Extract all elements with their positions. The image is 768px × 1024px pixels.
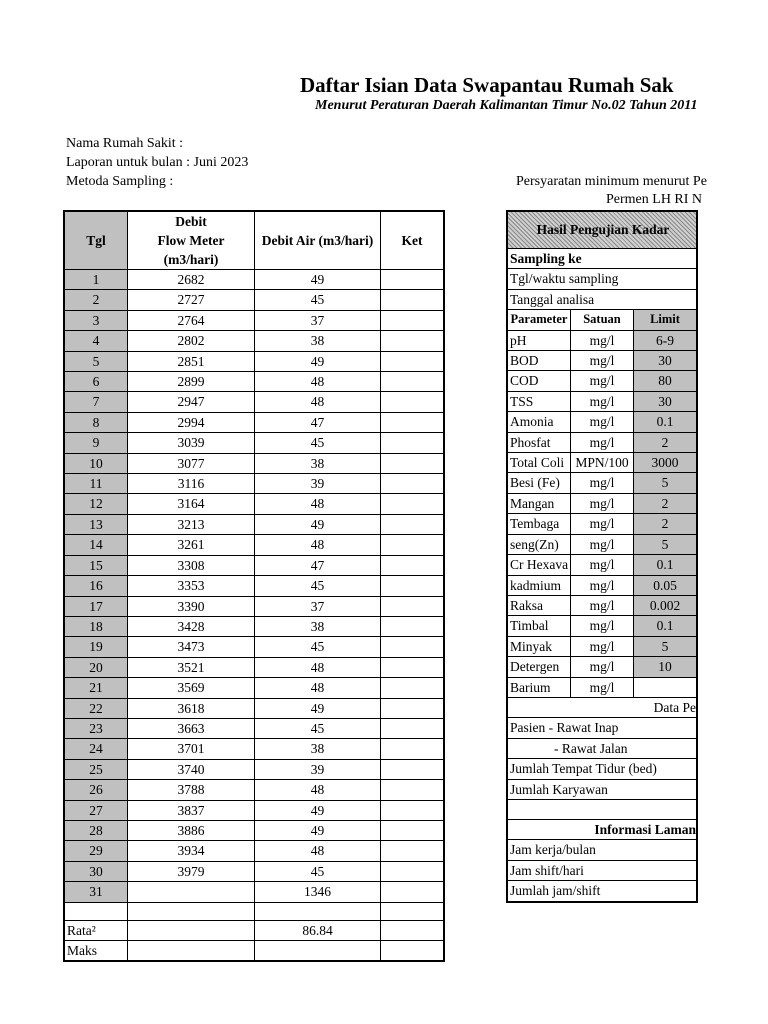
debit-air-cell: 48 xyxy=(255,372,381,392)
parameter-name: Tembaga xyxy=(507,514,571,534)
table-row xyxy=(64,412,444,432)
table-row xyxy=(64,718,444,738)
parameter-limit: 0.1 xyxy=(634,555,698,575)
tgl-cell: 20 xyxy=(64,657,128,677)
debit-air-cell: 37 xyxy=(255,596,381,616)
table-row xyxy=(64,351,444,371)
debit-air-cell: 49 xyxy=(255,351,381,371)
parameter-row xyxy=(507,575,697,595)
spacer-cell xyxy=(507,799,697,819)
flow-meter-cell: 3473 xyxy=(128,637,255,657)
parameter-unit: mg/l xyxy=(571,657,634,677)
parameter-name: Timbal xyxy=(507,616,571,636)
ket-cell xyxy=(381,861,445,881)
debit-air-cell: 45 xyxy=(255,576,381,596)
ket-cell xyxy=(381,433,445,453)
table-row xyxy=(64,759,444,779)
parameter-row xyxy=(507,453,697,473)
table-row xyxy=(64,290,444,310)
parameter-unit: mg/l xyxy=(571,371,634,391)
parameter-row xyxy=(507,657,697,677)
spacer-cell xyxy=(128,902,255,920)
parameter-name: Detergen xyxy=(507,657,571,677)
flow-meter-cell: 3979 xyxy=(128,861,255,881)
flow-meter-cell: 3039 xyxy=(128,433,255,453)
hasil-pengujian-body xyxy=(507,211,697,330)
parameter-name: BOD xyxy=(507,351,571,371)
tgl-cell: 7 xyxy=(64,392,128,412)
table-row xyxy=(64,820,444,840)
flow-meter-cell: 3116 xyxy=(128,474,255,494)
debit-air-cell: 48 xyxy=(255,392,381,412)
parameter-name: Besi (Fe) xyxy=(507,473,571,493)
parameter-unit: mg/l xyxy=(571,595,634,615)
flow-meter-cell: 2727 xyxy=(128,290,255,310)
table-row xyxy=(64,698,444,718)
flow-meter-cell: 2899 xyxy=(128,372,255,392)
flow-meter-cell: 2682 xyxy=(128,270,255,290)
parameter-limit: 0.002 xyxy=(634,595,698,615)
table-row xyxy=(64,780,444,800)
parameter-limit xyxy=(634,677,698,697)
flow-meter-cell: 3077 xyxy=(128,453,255,473)
parameter-limit: 5 xyxy=(634,534,698,554)
table-row-spacer xyxy=(64,902,444,920)
parameter-limit: 2 xyxy=(634,432,698,452)
flow-meter-cell: 2764 xyxy=(128,310,255,330)
parameter-limit: 5 xyxy=(634,473,698,493)
spacer-cell xyxy=(381,902,445,920)
col-satuan: Satuan xyxy=(571,310,634,330)
table-row xyxy=(64,800,444,820)
ket-cell xyxy=(381,351,445,371)
table-row xyxy=(64,514,444,534)
table-row-rata xyxy=(64,920,444,940)
debit-air-cell: 45 xyxy=(255,290,381,310)
rata-label: Rata² xyxy=(64,920,128,940)
table-row xyxy=(64,678,444,698)
debit-air-cell: 49 xyxy=(255,800,381,820)
data-pe-label: Data Pe xyxy=(507,697,697,717)
debit-air-cell: 45 xyxy=(255,433,381,453)
parameter-name: kadmium xyxy=(507,575,571,595)
flow-meter-cell: 3701 xyxy=(128,739,255,759)
parameter-row xyxy=(507,412,697,432)
ket-cell xyxy=(381,514,445,534)
tgl-cell: 8 xyxy=(64,412,128,432)
pasien-rawat-jalan-label: - Rawat Jalan xyxy=(507,738,697,758)
ket-cell xyxy=(381,290,445,310)
parameter-unit: MPN/100 xyxy=(571,453,634,473)
debit-air-cell: 48 xyxy=(255,678,381,698)
parameter-row xyxy=(507,595,697,615)
parameter-unit: mg/l xyxy=(571,555,634,575)
requirement-line-1: Persyaratan minimum menurut Pe xyxy=(516,174,707,189)
tgl-cell: 5 xyxy=(64,351,128,371)
informasi-laman-label: Informasi Laman xyxy=(507,819,697,839)
flow-meter-cell: 3740 xyxy=(128,759,255,779)
flow-meter-cell: 3886 xyxy=(128,820,255,840)
rata-ket-cell xyxy=(381,920,445,940)
tgl-cell: 3 xyxy=(64,310,128,330)
parameter-unit: mg/l xyxy=(571,432,634,452)
sampling-ke-label: Sampling ke xyxy=(507,249,697,269)
parameter-name: COD xyxy=(507,371,571,391)
parameter-name: Barium xyxy=(507,677,571,697)
ket-cell xyxy=(381,310,445,330)
debit-air-cell: 48 xyxy=(255,780,381,800)
debit-air-cell: 47 xyxy=(255,412,381,432)
spacer-cell xyxy=(64,902,128,920)
parameter-name: pH xyxy=(507,330,571,350)
table-row xyxy=(64,270,444,290)
pasien-rawat-inap-label: Pasien - Rawat Inap xyxy=(507,718,697,738)
parameter-unit: mg/l xyxy=(571,493,634,513)
ket-cell xyxy=(381,657,445,677)
jam-kerja-label: Jam kerja/bulan xyxy=(507,840,697,860)
parameter-limit: 0.05 xyxy=(634,575,698,595)
ket-cell xyxy=(381,678,445,698)
maks-flow-cell xyxy=(128,941,255,962)
jumlah-karyawan-label: Jumlah Karyawan xyxy=(507,779,697,799)
tgl-cell: 4 xyxy=(64,331,128,351)
parameter-unit: mg/l xyxy=(571,636,634,656)
parameter-row xyxy=(507,391,697,411)
debit-air-cell: 48 xyxy=(255,657,381,677)
table-row xyxy=(64,392,444,412)
page-title: Daftar Isian Data Swapantau Rumah Sak xyxy=(300,73,674,97)
debit-air-cell: 38 xyxy=(255,616,381,636)
parameter-unit: mg/l xyxy=(571,616,634,636)
tgl-cell: 2 xyxy=(64,290,128,310)
flow-meter-cell xyxy=(128,882,255,902)
debit-air-cell: 48 xyxy=(255,494,381,514)
parameter-limit: 5 xyxy=(634,636,698,656)
flow-meter-cell: 3428 xyxy=(128,616,255,636)
debit-air-cell: 38 xyxy=(255,453,381,473)
ket-cell xyxy=(381,494,445,514)
tgl-cell: 6 xyxy=(64,372,128,392)
tgl-cell: 31 xyxy=(64,882,128,902)
spacer-cell xyxy=(255,902,381,920)
table-row xyxy=(64,576,444,596)
maks-value-cell xyxy=(255,941,381,962)
ket-cell xyxy=(381,698,445,718)
jumlah-tempat-tidur-label: Jumlah Tempat Tidur (bed) xyxy=(507,759,697,779)
ket-cell xyxy=(381,800,445,820)
parameter-name: Minyak xyxy=(507,636,571,656)
parameter-limit: 30 xyxy=(634,391,698,411)
header-ket: Ket xyxy=(381,211,445,270)
flow-meter-cell: 3569 xyxy=(128,678,255,698)
parameter-name: seng(Zn) xyxy=(507,534,571,554)
metoda-sampling-label: Metoda Sampling : xyxy=(66,174,174,189)
table-row xyxy=(64,841,444,861)
flow-meter-cell: 3618 xyxy=(128,698,255,718)
laporan-bulan-label: Laporan untuk bulan : Juni 2023 xyxy=(66,155,249,170)
rata-flow-cell xyxy=(128,920,255,940)
flow-meter-cell: 3934 xyxy=(128,841,255,861)
parameter-unit: mg/l xyxy=(571,412,634,432)
parameter-limit: 6-9 xyxy=(634,330,698,350)
tgl-cell: 18 xyxy=(64,616,128,636)
hasil-pengujian-title: Hasil Pengujian Kadar xyxy=(507,211,697,249)
flow-meter-cell: 3213 xyxy=(128,514,255,534)
parameter-row xyxy=(507,555,697,575)
parameter-unit: mg/l xyxy=(571,351,634,371)
parameter-name: Amonia xyxy=(507,412,571,432)
tgl-cell: 9 xyxy=(64,433,128,453)
parameter-row xyxy=(507,432,697,452)
debit-air-cell: 1346 xyxy=(255,882,381,902)
flow-meter-cell: 3663 xyxy=(128,718,255,738)
table-row xyxy=(64,596,444,616)
flow-meter-cell: 3353 xyxy=(128,576,255,596)
tgl-cell: 19 xyxy=(64,637,128,657)
maks-ket-cell xyxy=(381,941,445,962)
parameter-unit: mg/l xyxy=(571,677,634,697)
parameter-row xyxy=(507,330,697,350)
ket-cell xyxy=(381,718,445,738)
flow-meter-cell: 2994 xyxy=(128,412,255,432)
table-row xyxy=(64,433,444,453)
nama-rumah-sakit-label: Nama Rumah Sakit : xyxy=(66,136,184,151)
tanggal-analisa-label: Tanggal analisa xyxy=(507,289,697,309)
table-row xyxy=(64,494,444,514)
tgl-waktu-sampling-label: Tgl/waktu sampling xyxy=(507,269,697,289)
debit-table-body xyxy=(64,270,444,903)
ket-cell xyxy=(381,820,445,840)
flow-meter-cell: 2851 xyxy=(128,351,255,371)
parameter-limit: 0.1 xyxy=(634,412,698,432)
table-row-maks xyxy=(64,941,444,962)
parameter-row xyxy=(507,371,697,391)
tgl-cell: 1 xyxy=(64,270,128,290)
parameter-limit: 0.1 xyxy=(634,616,698,636)
parameter-row xyxy=(507,351,697,371)
debit-air-cell: 48 xyxy=(255,535,381,555)
ket-cell xyxy=(381,596,445,616)
debit-air-cell: 45 xyxy=(255,637,381,657)
tgl-cell: 16 xyxy=(64,576,128,596)
debit-table xyxy=(63,210,445,962)
page-subtitle: Menurut Peraturan Daerah Kalimantan Timur No.02 Tahun 2011 xyxy=(315,98,698,113)
tgl-cell: 17 xyxy=(64,596,128,616)
tgl-cell: 13 xyxy=(64,514,128,534)
table-row xyxy=(64,331,444,351)
maks-label: Maks xyxy=(64,941,128,962)
tgl-cell: 10 xyxy=(64,453,128,473)
debit-air-cell: 49 xyxy=(255,698,381,718)
debit-air-cell: 47 xyxy=(255,555,381,575)
ket-cell xyxy=(381,882,445,902)
parameter-row xyxy=(507,493,697,513)
debit-air-cell: 49 xyxy=(255,820,381,840)
header-debit-air: Debit Air (m3/hari) xyxy=(255,211,381,270)
parameter-unit: mg/l xyxy=(571,575,634,595)
table-row xyxy=(64,616,444,636)
parameter-rows xyxy=(507,330,697,697)
flow-meter-cell: 3788 xyxy=(128,780,255,800)
tgl-cell: 24 xyxy=(64,739,128,759)
parameter-unit: mg/l xyxy=(571,514,634,534)
flow-meter-cell: 3521 xyxy=(128,657,255,677)
table-row xyxy=(64,637,444,657)
tgl-cell: 28 xyxy=(64,820,128,840)
flow-meter-cell: 2802 xyxy=(128,331,255,351)
data-pe-section xyxy=(507,697,697,901)
parameter-name: Phosfat xyxy=(507,432,571,452)
flow-meter-cell: 3837 xyxy=(128,800,255,820)
table-row xyxy=(64,310,444,330)
jam-shift-label: Jam shift/hari xyxy=(507,860,697,880)
parameter-unit: mg/l xyxy=(571,534,634,554)
debit-air-cell: 39 xyxy=(255,759,381,779)
debit-air-cell: 39 xyxy=(255,474,381,494)
parameter-limit: 2 xyxy=(634,514,698,534)
table-row xyxy=(64,555,444,575)
tgl-cell: 27 xyxy=(64,800,128,820)
ket-cell xyxy=(381,555,445,575)
table-row xyxy=(64,657,444,677)
ket-cell xyxy=(381,576,445,596)
table-row xyxy=(64,861,444,881)
parameter-name: Raksa xyxy=(507,595,571,615)
col-limit: Limit xyxy=(634,310,698,330)
table-row xyxy=(64,453,444,473)
flow-meter-cell: 3390 xyxy=(128,596,255,616)
tgl-cell: 25 xyxy=(64,759,128,779)
table-row xyxy=(64,474,444,494)
tgl-cell: 22 xyxy=(64,698,128,718)
debit-air-cell: 45 xyxy=(255,718,381,738)
tgl-cell: 14 xyxy=(64,535,128,555)
parameter-unit: mg/l xyxy=(571,391,634,411)
rata-value: 86.84 xyxy=(255,920,381,940)
flow-meter-cell: 2947 xyxy=(128,392,255,412)
debit-air-cell: 45 xyxy=(255,861,381,881)
debit-air-cell: 37 xyxy=(255,310,381,330)
header-tgl: Tgl xyxy=(64,211,128,270)
tgl-cell: 29 xyxy=(64,841,128,861)
table-row xyxy=(64,535,444,555)
ket-cell xyxy=(381,372,445,392)
ket-cell xyxy=(381,616,445,636)
parameter-limit: 3000 xyxy=(634,453,698,473)
parameter-row xyxy=(507,514,697,534)
tgl-cell: 30 xyxy=(64,861,128,881)
ket-cell xyxy=(381,331,445,351)
header-debit-flow-meter: Debit Flow Meter (m3/hari) xyxy=(128,211,255,270)
parameter-unit: mg/l xyxy=(571,473,634,493)
parameter-name: Cr Hexava xyxy=(507,555,571,575)
tgl-cell: 12 xyxy=(64,494,128,514)
jumlah-jam-shift-label: Jumlah jam/shift xyxy=(507,881,697,902)
ket-cell xyxy=(381,637,445,657)
parameter-limit: 2 xyxy=(634,493,698,513)
parameter-name: Mangan xyxy=(507,493,571,513)
parameter-name: Total Coli xyxy=(507,453,571,473)
parameter-unit: mg/l xyxy=(571,330,634,350)
debit-air-cell: 38 xyxy=(255,331,381,351)
tgl-cell: 26 xyxy=(64,780,128,800)
ket-cell xyxy=(381,535,445,555)
requirement-line-2: Permen LH RI N xyxy=(606,192,703,207)
parameter-row xyxy=(507,616,697,636)
parameter-row xyxy=(507,636,697,656)
debit-air-cell: 49 xyxy=(255,270,381,290)
ket-cell xyxy=(381,412,445,432)
flow-meter-cell: 3261 xyxy=(128,535,255,555)
parameter-limit: 30 xyxy=(634,351,698,371)
parameter-limit: 10 xyxy=(634,657,698,677)
ket-cell xyxy=(381,841,445,861)
tgl-cell: 21 xyxy=(64,678,128,698)
hasil-pengujian-table xyxy=(506,210,698,903)
ket-cell xyxy=(381,780,445,800)
ket-cell xyxy=(381,392,445,412)
tgl-cell: 15 xyxy=(64,555,128,575)
col-parameter: Parameter xyxy=(507,310,571,330)
table-row xyxy=(64,739,444,759)
flow-meter-cell: 3164 xyxy=(128,494,255,514)
ket-cell xyxy=(381,759,445,779)
table-row xyxy=(64,372,444,392)
parameter-limit: 80 xyxy=(634,371,698,391)
debit-air-cell: 49 xyxy=(255,514,381,534)
tgl-cell: 23 xyxy=(64,718,128,738)
parameter-row xyxy=(507,473,697,493)
debit-air-cell: 48 xyxy=(255,841,381,861)
parameter-row xyxy=(507,677,697,697)
ket-cell xyxy=(381,474,445,494)
parameter-row xyxy=(507,534,697,554)
ket-cell xyxy=(381,453,445,473)
debit-air-cell: 38 xyxy=(255,739,381,759)
tgl-cell: 11 xyxy=(64,474,128,494)
flow-meter-cell: 3308 xyxy=(128,555,255,575)
table-row xyxy=(64,882,444,902)
parameter-name: TSS xyxy=(507,391,571,411)
ket-cell xyxy=(381,739,445,759)
ket-cell xyxy=(381,270,445,290)
